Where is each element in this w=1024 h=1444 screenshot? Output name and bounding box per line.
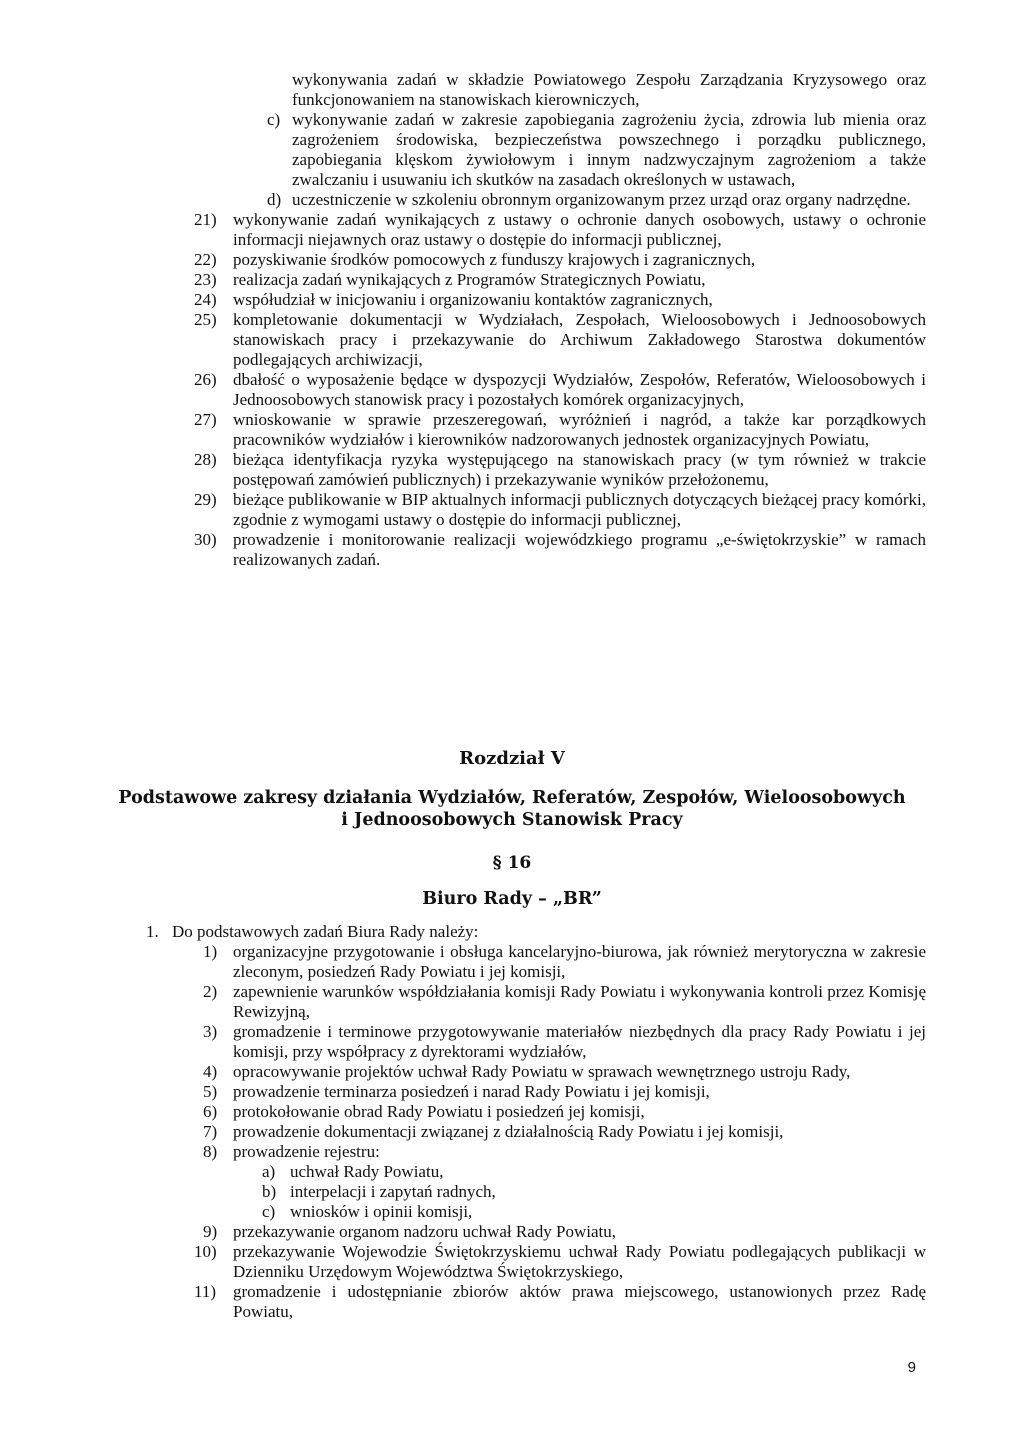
task-item-10 — [194, 1242, 926, 1282]
paragraph-heading: § 16 — [492, 853, 532, 873]
item-letter: b) — [262, 1182, 277, 1201]
item-number: 4) — [203, 1062, 218, 1081]
task-item-4 — [203, 1062, 926, 1082]
item-letter: a) — [262, 1162, 276, 1181]
item-text: gromadzenie i udostępnianie zbiorów aktów prawa miejscowego, ustanowionych przez Radę Powiatu, — [233, 1282, 926, 1321]
item-text: prowadzenie dokumentacji związanej z działalnością Rady Powiatu i jej komisji, — [233, 1122, 784, 1141]
sub-item-c — [262, 1202, 926, 1222]
item-text: zapewnienie warunków współdziałania komisji Rady Powiatu i wykonywania kontroli przez Komisję Rewizyjną, — [233, 982, 926, 1021]
list-item-21 — [194, 210, 926, 250]
item-number: 21) — [194, 210, 217, 229]
task-item-6 — [203, 1102, 926, 1122]
chapter-heading: Rozdział V — [459, 748, 565, 769]
item-number: 29) — [194, 490, 217, 509]
item-number: 8) — [203, 1142, 218, 1161]
item-text: prowadzenie rejestru: — [233, 1142, 380, 1161]
section-1 — [0, 922, 1024, 1322]
list-item-27 — [194, 410, 926, 450]
list-item-29 — [194, 490, 926, 530]
item-text: organizacyjne przygotowanie i obsługa kancelaryjno-biurowa, jak również merytoryczna w zakresie zleconym, posiedzeń Rady Powiatu i jej komisji, — [233, 942, 926, 981]
item-text: protokołowanie obrad Rady Powiatu i posiedzeń jej komisji, — [233, 1102, 645, 1121]
item-number: 25) — [194, 310, 217, 329]
item-number: 28) — [194, 450, 217, 469]
item-text: kompletowanie dokumentacji w Wydziałach, Zespołach, Wieloosobowych i Jednoosobowych stanowiskach pracy i przekazywanie do Archiwum Zakładowego Starostwa dokumentów podlegających archiwizacji, — [233, 310, 926, 369]
task-item-1 — [203, 942, 926, 982]
item-number: 11) — [194, 1282, 217, 1301]
list-item-25 — [194, 310, 926, 370]
item-number: 6) — [203, 1102, 218, 1121]
item-text: współudział w inicjowaniu i organizowaniu kontaktów zagranicznych, — [233, 290, 713, 309]
item-text: bieżąca identyfikacja ryzyka występującego na stanowiskach pracy (w tym również w trakcie postępowań zamówień publicznych) i przekazywanie wyników przełożonemu, — [233, 450, 926, 489]
item-number: 24) — [194, 290, 217, 309]
chapter-title — [0, 787, 1024, 831]
item-text: przekazywanie organom nadzoru uchwał Rady Powiatu, — [233, 1222, 617, 1241]
item-number: 30) — [194, 530, 217, 549]
section-number: 1. — [146, 922, 159, 941]
item-number: 7) — [203, 1122, 218, 1141]
item-text: wnioskowanie w sprawie przeszeregowań, wyróżnień i nagród, a także kar porządkowych pracowników wydziałów i kierowników nadzorowanych jednostek organizacyjnych Powiatu, — [233, 410, 926, 449]
item-letter: c) — [267, 110, 281, 129]
list-item-c — [267, 110, 926, 190]
item-letter: d) — [267, 190, 282, 209]
item-text: uczestniczenie w szkoleniu obronnym organizowanym przez urząd oraz organy nadrzędne. — [292, 190, 911, 209]
section-intro-text: Do podstawowych zadań Biura Rady należy: — [172, 922, 479, 941]
task-item-11 — [194, 1282, 926, 1322]
list-item-28 — [194, 450, 926, 490]
item-text: realizacja zadań wynikających z Programów Strategicznych Powiatu, — [233, 270, 706, 289]
chapter-title-line-1: Podstawowe zakresy działania Wydziałów, Referatów, Zespołów, Wieloosobowych — [118, 788, 906, 808]
section-intro — [146, 922, 926, 942]
task-item-7 — [203, 1122, 926, 1142]
item-number: 1) — [203, 942, 218, 961]
task-item-2 — [203, 982, 926, 1022]
item-number: 3) — [203, 1022, 218, 1041]
item-letter: c) — [262, 1202, 276, 1221]
item-text: prowadzenie i monitorowanie realizacji wojewódzkiego programu „e-świętokrzyskie” w ramach realizowanych zadań. — [233, 530, 926, 569]
item-number: 27) — [194, 410, 217, 429]
task-item-9 — [203, 1222, 926, 1242]
item-number: 22) — [194, 250, 217, 269]
task-item-8 — [203, 1142, 926, 1162]
item-text: wykonywanie zadań wynikających z ustawy o ochronie danych osobowych, ustawy o ochronie informacji niejawnych oraz ustawy o dostępie do informacji publicznej, — [233, 210, 926, 249]
item-text: wniosków i opinii komisji, — [290, 1202, 473, 1221]
list-item-30 — [194, 530, 926, 570]
list-item-22 — [194, 250, 926, 270]
task-item-3 — [203, 1022, 926, 1062]
item-number: 23) — [194, 270, 217, 289]
item-number: 10) — [194, 1242, 217, 1261]
item-text: prowadzenie terminarza posiedzeń i narad Rady Powiatu i jej komisji, — [233, 1082, 710, 1101]
item-text: opracowywanie projektów uchwał Rady Powiatu w sprawach wewnętrznego ustroju Rady, — [233, 1062, 851, 1081]
item-text: gromadzenie i terminowe przygotowywanie materiałów niezbędnych dla pracy Rady Powiatu i jej komisji, przy współpracy z dyrektorami wydziałów, — [233, 1022, 926, 1061]
item-number: 9) — [203, 1222, 218, 1241]
item-text: dbałość o wyposażenie będące w dyspozycji Wydziałów, Zespołów, Referatów, Wieloosobowych i Jednoosobowych stanowisk pracy i pozostałych komórek organizacyjnych, — [233, 370, 926, 409]
unit-heading: Biuro Rady – „BR” — [422, 889, 602, 909]
list-item-b-continuation — [292, 70, 926, 110]
chapter-title-line-2: i Jednoosobowych Stanowisk Pracy — [341, 810, 683, 830]
item-text: wykonywanie zadań w zakresie zapobiegania zagrożeniu życia, zdrowia lub mienia oraz zagrożeniem środowiska, bezpieczeństwa powszechnego i porządku publicznego, zapobiegania klęskom żywiołowym i innym nadzwyczajnym zagrożeniom a także zwalczaniu i usuwaniu ich skutków na zasadach określonych w ustawach, — [292, 110, 926, 189]
list-item-23 — [194, 270, 926, 290]
task-item-5 — [203, 1082, 926, 1102]
list-item-24 — [194, 290, 926, 310]
page-number: 9 — [907, 1359, 916, 1376]
sub-item-a — [262, 1162, 926, 1182]
list-item-26 — [194, 370, 926, 410]
item-number: 26) — [194, 370, 217, 389]
item-number: 5) — [203, 1082, 218, 1101]
item-number: 2) — [203, 982, 218, 1001]
list-item-d — [267, 190, 926, 210]
item-text: bieżące publikowanie w BIP aktualnych informacji publicznych dotyczących bieżącej pracy komórki, zgodnie z wymogami ustawy o dostępie do informacji publicznej, — [233, 490, 926, 529]
item-text: interpelacji i zapytań radnych, — [290, 1182, 496, 1201]
item-text: przekazywanie Wojewodzie Świętokrzyskiemu uchwał Rady Powiatu podlegających publikacji w Dzienniku Urzędowym Województwa Świętokrzyskiego, — [233, 1242, 926, 1281]
item-text: wykonywania zadań w składzie Powiatowego Zespołu Zarządzania Kryzysowego oraz funkcjonowaniem na stanowiskach kierowniczych, — [292, 70, 926, 109]
item-text: pozyskiwanie środków pomocowych z funduszy krajowych i zagranicznych, — [233, 250, 756, 269]
top-list — [0, 70, 1024, 570]
sub-item-b — [262, 1182, 926, 1202]
item-text: uchwał Rady Powiatu, — [290, 1162, 444, 1181]
